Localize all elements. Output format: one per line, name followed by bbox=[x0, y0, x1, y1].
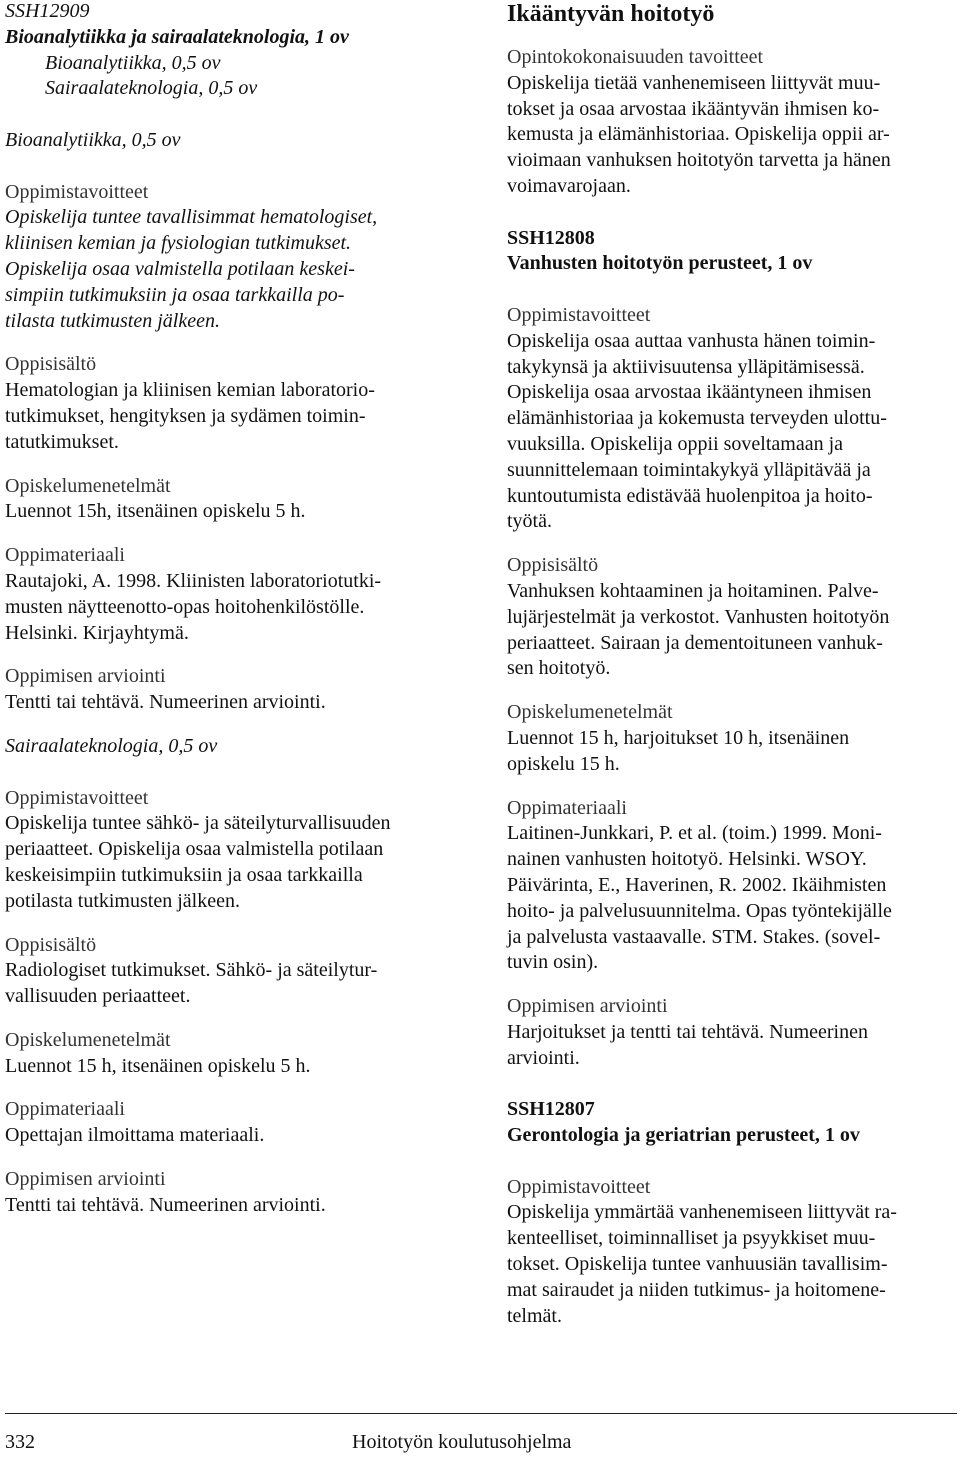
text-line: Opiskelija ymmärtää vanhenemiseen liittyvät ra- bbox=[507, 1201, 897, 1224]
text-line: tokset ja osaa arvostaa ikääntyvän ihmisen ko- bbox=[507, 97, 880, 120]
body-text bbox=[507, 1020, 957, 1072]
course-subpart-1: Bioanalytiikka, 0,5 ov bbox=[45, 51, 221, 74]
section-label: Oppimistavoitteet bbox=[507, 303, 651, 326]
body-text bbox=[5, 378, 455, 455]
text-line: Luennot 15 h, harjoitukset 10 h, itsenäinen bbox=[507, 726, 850, 749]
text-line: Opiskelija osaa auttaa vanhusta hänen toimin- bbox=[507, 329, 876, 352]
body-text bbox=[507, 71, 957, 200]
text-line: periaatteet. Opiskelija osaa valmistella potilaan bbox=[5, 838, 384, 861]
body-text bbox=[507, 329, 957, 535]
body-text bbox=[507, 821, 957, 976]
text-line: tokset. Opiskelija tuntee vanhuusiän tavallisim- bbox=[507, 1253, 888, 1276]
text-line: elämänhistoriaa ja kokemusta terveyden ulottu- bbox=[507, 407, 887, 430]
text-line: tatutkimukset. bbox=[5, 430, 119, 453]
text-line: Tentti tai tehtävä. Numeerinen arviointi. bbox=[5, 691, 326, 714]
text-line: suunnittelemaan toimintakykyä ylläpitävää ja bbox=[507, 458, 871, 481]
left-column bbox=[5, 0, 455, 1219]
course-title: Bioanalytiikka ja sairaalateknologia, 1 ov bbox=[5, 25, 349, 48]
text-line: mat sairaudet ja niiden tutkimus- ja hoitomene- bbox=[507, 1278, 886, 1301]
section-label: Oppisisältö bbox=[507, 554, 599, 577]
section-label: Opiskelumenetelmät bbox=[507, 701, 673, 724]
section-label: Oppimateriaali bbox=[5, 1098, 125, 1121]
body-text bbox=[507, 1200, 957, 1329]
text-line: sen hoitotyö. bbox=[507, 657, 611, 680]
text-line: keskeisimpiin tutkimuksiin ja osaa tarkkailla bbox=[5, 863, 363, 886]
text-line: Hematologian ja kliinisen kemian laboratorio- bbox=[5, 379, 375, 402]
text-line: lujärjestelmät ja verkostot. Vanhusten hoitotyön bbox=[507, 605, 890, 628]
section-label: Oppimisen arviointi bbox=[5, 665, 166, 688]
text-line: Helsinki. Kirjayhtymä. bbox=[5, 621, 189, 644]
text-line: telmät. bbox=[507, 1304, 562, 1327]
section-label: Opiskelumenetelmät bbox=[5, 1028, 171, 1051]
body-text bbox=[5, 569, 455, 646]
text-line: kemusta ja elämänhistoriaa. Opiskelija oppii ar- bbox=[507, 123, 890, 146]
course-code: SSH12808 bbox=[507, 226, 595, 249]
text-line: periaatteet. Sairaan ja dementoituneen vanhuk- bbox=[507, 631, 883, 654]
text-line: Tentti tai tehtävä. Numeerinen arviointi. bbox=[5, 1193, 326, 1216]
text-line: nainen vanhusten hoitotyö. Helsinki. WSOY. bbox=[507, 848, 867, 871]
course-title: Vanhusten hoitotyön perusteet, 1 ov bbox=[507, 252, 813, 275]
section-label: Oppimateriaali bbox=[5, 544, 125, 567]
text-line: työtä. bbox=[507, 510, 552, 533]
text-line: Opiskelija tuntee sähkö- ja säteilyturvallisuuden bbox=[5, 812, 391, 835]
text-line: ja palvelusta vastaavalle. STM. Stakes. (sovel- bbox=[507, 925, 881, 948]
text-line: Opettajan ilmoittama materiaali. bbox=[5, 1124, 265, 1147]
section-label: Oppimistavoitteet bbox=[5, 180, 149, 203]
text-line: Opiskelija tietää vanhenemiseen liittyvät muu- bbox=[507, 71, 881, 94]
text-line: vioimaan vanhuksen hoitotyön tarvetta ja hänen bbox=[507, 149, 891, 172]
text-line: kliinisen kemian ja fysiologian tutkimukset. bbox=[5, 232, 352, 255]
text-line: Luennot 15h, itsenäinen opiskelu 5 h. bbox=[5, 500, 306, 523]
text-line: voimavarojaan. bbox=[507, 174, 631, 197]
section-label: Oppimateriaali bbox=[507, 796, 627, 819]
text-line: Laitinen-Junkkari, P. et al. (toim.) 1999. Moni- bbox=[507, 822, 882, 845]
footer-divider bbox=[5, 1413, 957, 1414]
text-line: kuntoutumista edistävää huolenpitoa ja hoito- bbox=[507, 484, 873, 507]
subcourse-heading-hosp: Sairaalateknologia, 0,5 ov bbox=[5, 734, 218, 757]
section-label: Oppisisältö bbox=[5, 933, 97, 956]
text-line: simpiin tutkimuksiin ja osaa tarkkailla po- bbox=[5, 283, 345, 306]
section-label: Opintokokonaisuuden tavoitteet bbox=[507, 46, 764, 68]
page-number: 332 bbox=[5, 1431, 35, 1453]
text-line: vuuksilla. Opiskelija oppii soveltamaan ja bbox=[507, 432, 844, 455]
text-line: opiskelu 15 h. bbox=[507, 752, 620, 775]
body-text bbox=[5, 811, 455, 914]
text-line: Opiskelija osaa valmistella potilaan keskei- bbox=[5, 257, 355, 280]
right-column bbox=[507, 0, 957, 1329]
subcourse-heading-bio: Bioanalytiikka, 0,5 ov bbox=[5, 128, 181, 151]
body-text bbox=[5, 205, 455, 334]
section-label: Opiskelumenetelmät bbox=[5, 474, 171, 497]
section-label: Oppimisen arviointi bbox=[5, 1168, 166, 1191]
text-line: vallisuuden periaatteet. bbox=[5, 985, 191, 1008]
course-subpart-2: Sairaalateknologia, 0,5 ov bbox=[45, 77, 258, 100]
text-line: Opiskelija tuntee tavallisimmat hematologiset, bbox=[5, 206, 378, 229]
text-line: Opiskelija osaa arvostaa ikääntyneen ihmisen bbox=[507, 381, 872, 404]
text-line: Luennot 15 h, itsenäinen opiskelu 5 h. bbox=[5, 1054, 311, 1077]
text-line: potilasta tutkimusten jälkeen. bbox=[5, 889, 240, 912]
text-line: arviointi. bbox=[507, 1046, 580, 1069]
text-line: takykynsä ja aktiivisuutensa ylläpitämisessä. bbox=[507, 355, 865, 378]
section-title: Ikääntyvän hoitotyö bbox=[507, 1, 715, 27]
text-line: tutkimukset, hengityksen ja sydämen toimin- bbox=[5, 404, 366, 427]
body-text bbox=[5, 958, 455, 1010]
text-line: Radiologiset tutkimukset. Sähkö- ja säteilytur- bbox=[5, 959, 378, 982]
text-line: Harjoitukset ja tentti tai tehtävä. Numeerinen bbox=[507, 1020, 868, 1043]
course-code: SSH12909 bbox=[5, 0, 90, 22]
section-label: Oppisisältö bbox=[5, 353, 97, 376]
section-label: Oppimistavoitteet bbox=[507, 1175, 651, 1198]
text-line: tuvin osin). bbox=[507, 951, 599, 974]
course-title: Gerontologia ja geriatrian perusteet, 1 ov bbox=[507, 1124, 860, 1147]
course-code: SSH12807 bbox=[507, 1098, 595, 1121]
text-line: musten näytteenotto-opas hoitohenkilöstölle. bbox=[5, 595, 365, 618]
text-line: Rautajoki, A. 1998. Kliinisten laboratoriotutki- bbox=[5, 569, 382, 592]
text-line: Vanhuksen kohtaaminen ja hoitaminen. Palve- bbox=[507, 579, 879, 602]
section-label: Oppimisen arviointi bbox=[507, 995, 668, 1018]
section-label: Oppimistavoitteet bbox=[5, 786, 149, 809]
body-text bbox=[507, 579, 957, 682]
text-line: kenteelliset, toiminnalliset ja psyykkiset muu- bbox=[507, 1227, 876, 1250]
footer-title: Hoitotyön koulutusohjelma bbox=[352, 1431, 572, 1453]
text-line: hoito- ja palvelusuunnitelma. Opas työntekijälle bbox=[507, 899, 892, 922]
body-text bbox=[507, 726, 957, 778]
text-line: tilasta tutkimusten jälkeen. bbox=[5, 309, 220, 332]
text-line: Päivärinta, E., Haverinen, R. 2002. Ikäihmisten bbox=[507, 873, 887, 896]
